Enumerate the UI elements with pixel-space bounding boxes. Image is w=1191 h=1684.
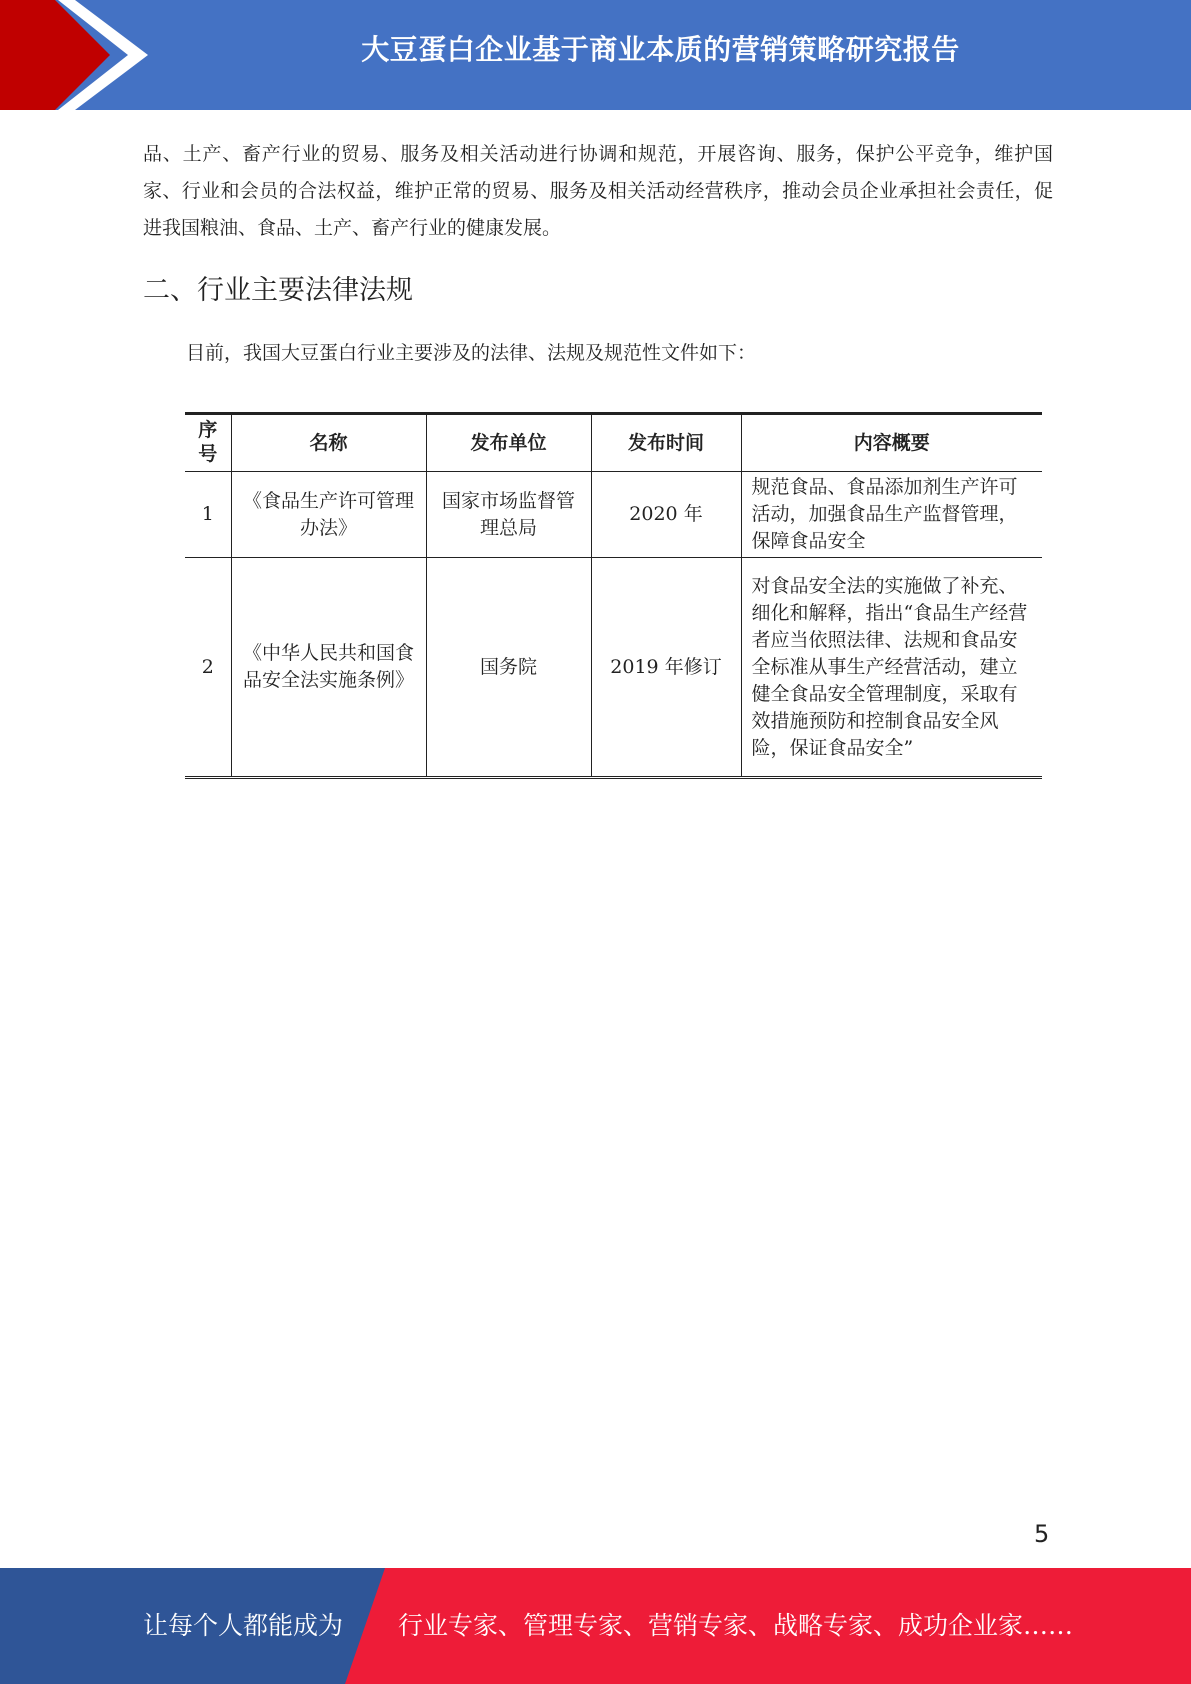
cell-name: 《中华人民共和国食品安全法实施条例》 bbox=[231, 558, 426, 778]
cell-summary: 对食品安全法的实施做了补充、细化和解释，指出“食品生产经营者应当依照法律、法规和食品安全标准从事生产经营活动，建立健全食品安全管理制度，采取有效措施预防和控制食品安全风险，保证食品安全” bbox=[741, 558, 1042, 778]
header-seq: 序号 bbox=[185, 414, 231, 472]
footer-slogan-right: 行业专家、管理专家、营销专家、战略专家、成功企业家…… bbox=[398, 1611, 1074, 1640]
table-row bbox=[185, 558, 1042, 778]
cell-issuer: 国务院 bbox=[426, 558, 591, 778]
header-date: 发布时间 bbox=[591, 414, 741, 472]
table-header-row bbox=[185, 414, 1042, 472]
section-heading: 二、行业主要法律法规 bbox=[143, 275, 413, 306]
lead-paragraph: 目前，我国大豆蛋白行业主要涉及的法律、法规及规范性文件如下： bbox=[186, 342, 757, 364]
report-title: 大豆蛋白企业基于商业本质的营销策略研究报告 bbox=[361, 33, 960, 66]
header-summary: 内容概要 bbox=[741, 414, 1042, 472]
cell-issuer: 国家市场监督管理总局 bbox=[426, 472, 591, 558]
cell-date: 2019 年修订 bbox=[591, 558, 741, 778]
intro-paragraph: 品、土产、畜产行业的贸易、服务及相关活动进行协调和规范，开展咨询、服务，保护公平竞争，维护国家、行业和会员的合法权益，维护正常的贸易、服务及相关活动经营秩序，推动会员企业承担社会责任，促进我国粮油、食品、土产、畜产行业的健康发展。 bbox=[143, 143, 1053, 239]
page-header bbox=[0, 0, 1191, 110]
laws-table bbox=[185, 412, 1042, 779]
cell-seq: 2 bbox=[185, 558, 231, 778]
header-issuer: 发布单位 bbox=[426, 414, 591, 472]
header-arrow-decoration bbox=[0, 0, 150, 110]
footer-slogan-left: 让每个人都能成为 bbox=[143, 1611, 344, 1640]
header-name: 名称 bbox=[231, 414, 426, 472]
page-number: 5 bbox=[1034, 1520, 1050, 1548]
table-row bbox=[185, 472, 1042, 558]
cell-date: 2020 年 bbox=[591, 472, 741, 558]
cell-summary: 规范食品、食品添加剂生产许可活动，加强食品生产监督管理，保障食品安全 bbox=[741, 472, 1042, 558]
cell-seq: 1 bbox=[185, 472, 231, 558]
page-footer bbox=[0, 1568, 1191, 1684]
cell-name: 《食品生产许可管理办法》 bbox=[231, 472, 426, 558]
